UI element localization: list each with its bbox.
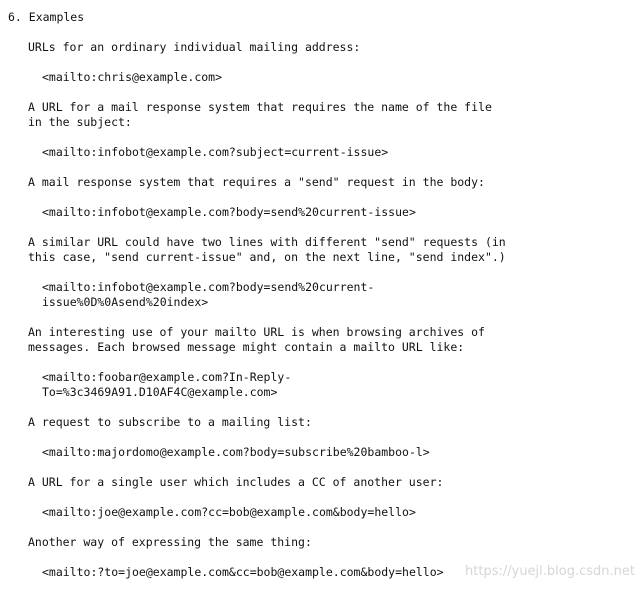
section-heading: 6. Examples [8,10,85,24]
paragraph [8,475,638,490]
watermark: https://yuejl.blog.csdn.net [465,564,635,579]
example-line: <mailto:infobot@example.com?subject=current-issue> [42,145,389,159]
paragraph-line: A mail response system that requires a "send" request in the body: [28,175,485,189]
paragraph-line: An interesting use of your mailto URL is when browsing archives of [28,325,485,339]
example-block [8,280,638,310]
paragraph-line: A URL for a mail response system that requires the name of the file [28,100,492,114]
example-line: <mailto:foobar@example.com?In-Reply- [42,370,292,384]
example-line: <mailto:chris@example.com> [42,70,223,84]
example-block [8,505,638,520]
example-line: <mailto:joe@example.com?cc=bob@example.com&body=hello> [42,505,416,519]
paragraph-line: URLs for an ordinary individual mailing address: [28,40,361,54]
paragraph-line: A URL for a single user which includes a CC of another user: [28,475,444,489]
example-line: issue%0D%0Asend%20index> [42,295,209,309]
paragraph [8,325,638,355]
paragraph-line: Another way of expressing the same thing: [28,535,312,549]
paragraph [8,175,638,190]
example-block [8,145,638,160]
paragraph-line: this case, "send current-issue" and, on the next line, "send index".) [28,250,506,264]
example-block [8,445,638,460]
example-line: To=%3c3469A91.D10AF4C@example.com> [42,385,278,399]
example-block [8,370,638,400]
paragraph-line: A request to subscribe to a mailing list: [28,415,312,429]
paragraph-line: messages. Each browsed message might contain a mailto URL like: [28,340,465,354]
example-block [8,205,638,220]
document-body [8,10,638,580]
paragraph [8,415,638,430]
paragraph [8,535,638,550]
example-line: <mailto:infobot@example.com?body=send%20current- [42,280,375,294]
paragraph-line: A similar URL could have two lines with different "send" requests (in [28,235,506,249]
paragraph-line: in the subject: [28,115,132,129]
example-line: <mailto:majordomo@example.com?body=subscribe%20bamboo-l> [42,445,430,459]
example-line: <mailto:?to=joe@example.com&cc=bob@example.com&body=hello> [42,565,444,579]
paragraph [8,235,638,265]
example-line: <mailto:infobot@example.com?body=send%20current-issue> [42,205,416,219]
paragraph [8,40,638,55]
example-block [8,70,638,85]
paragraph [8,100,638,130]
